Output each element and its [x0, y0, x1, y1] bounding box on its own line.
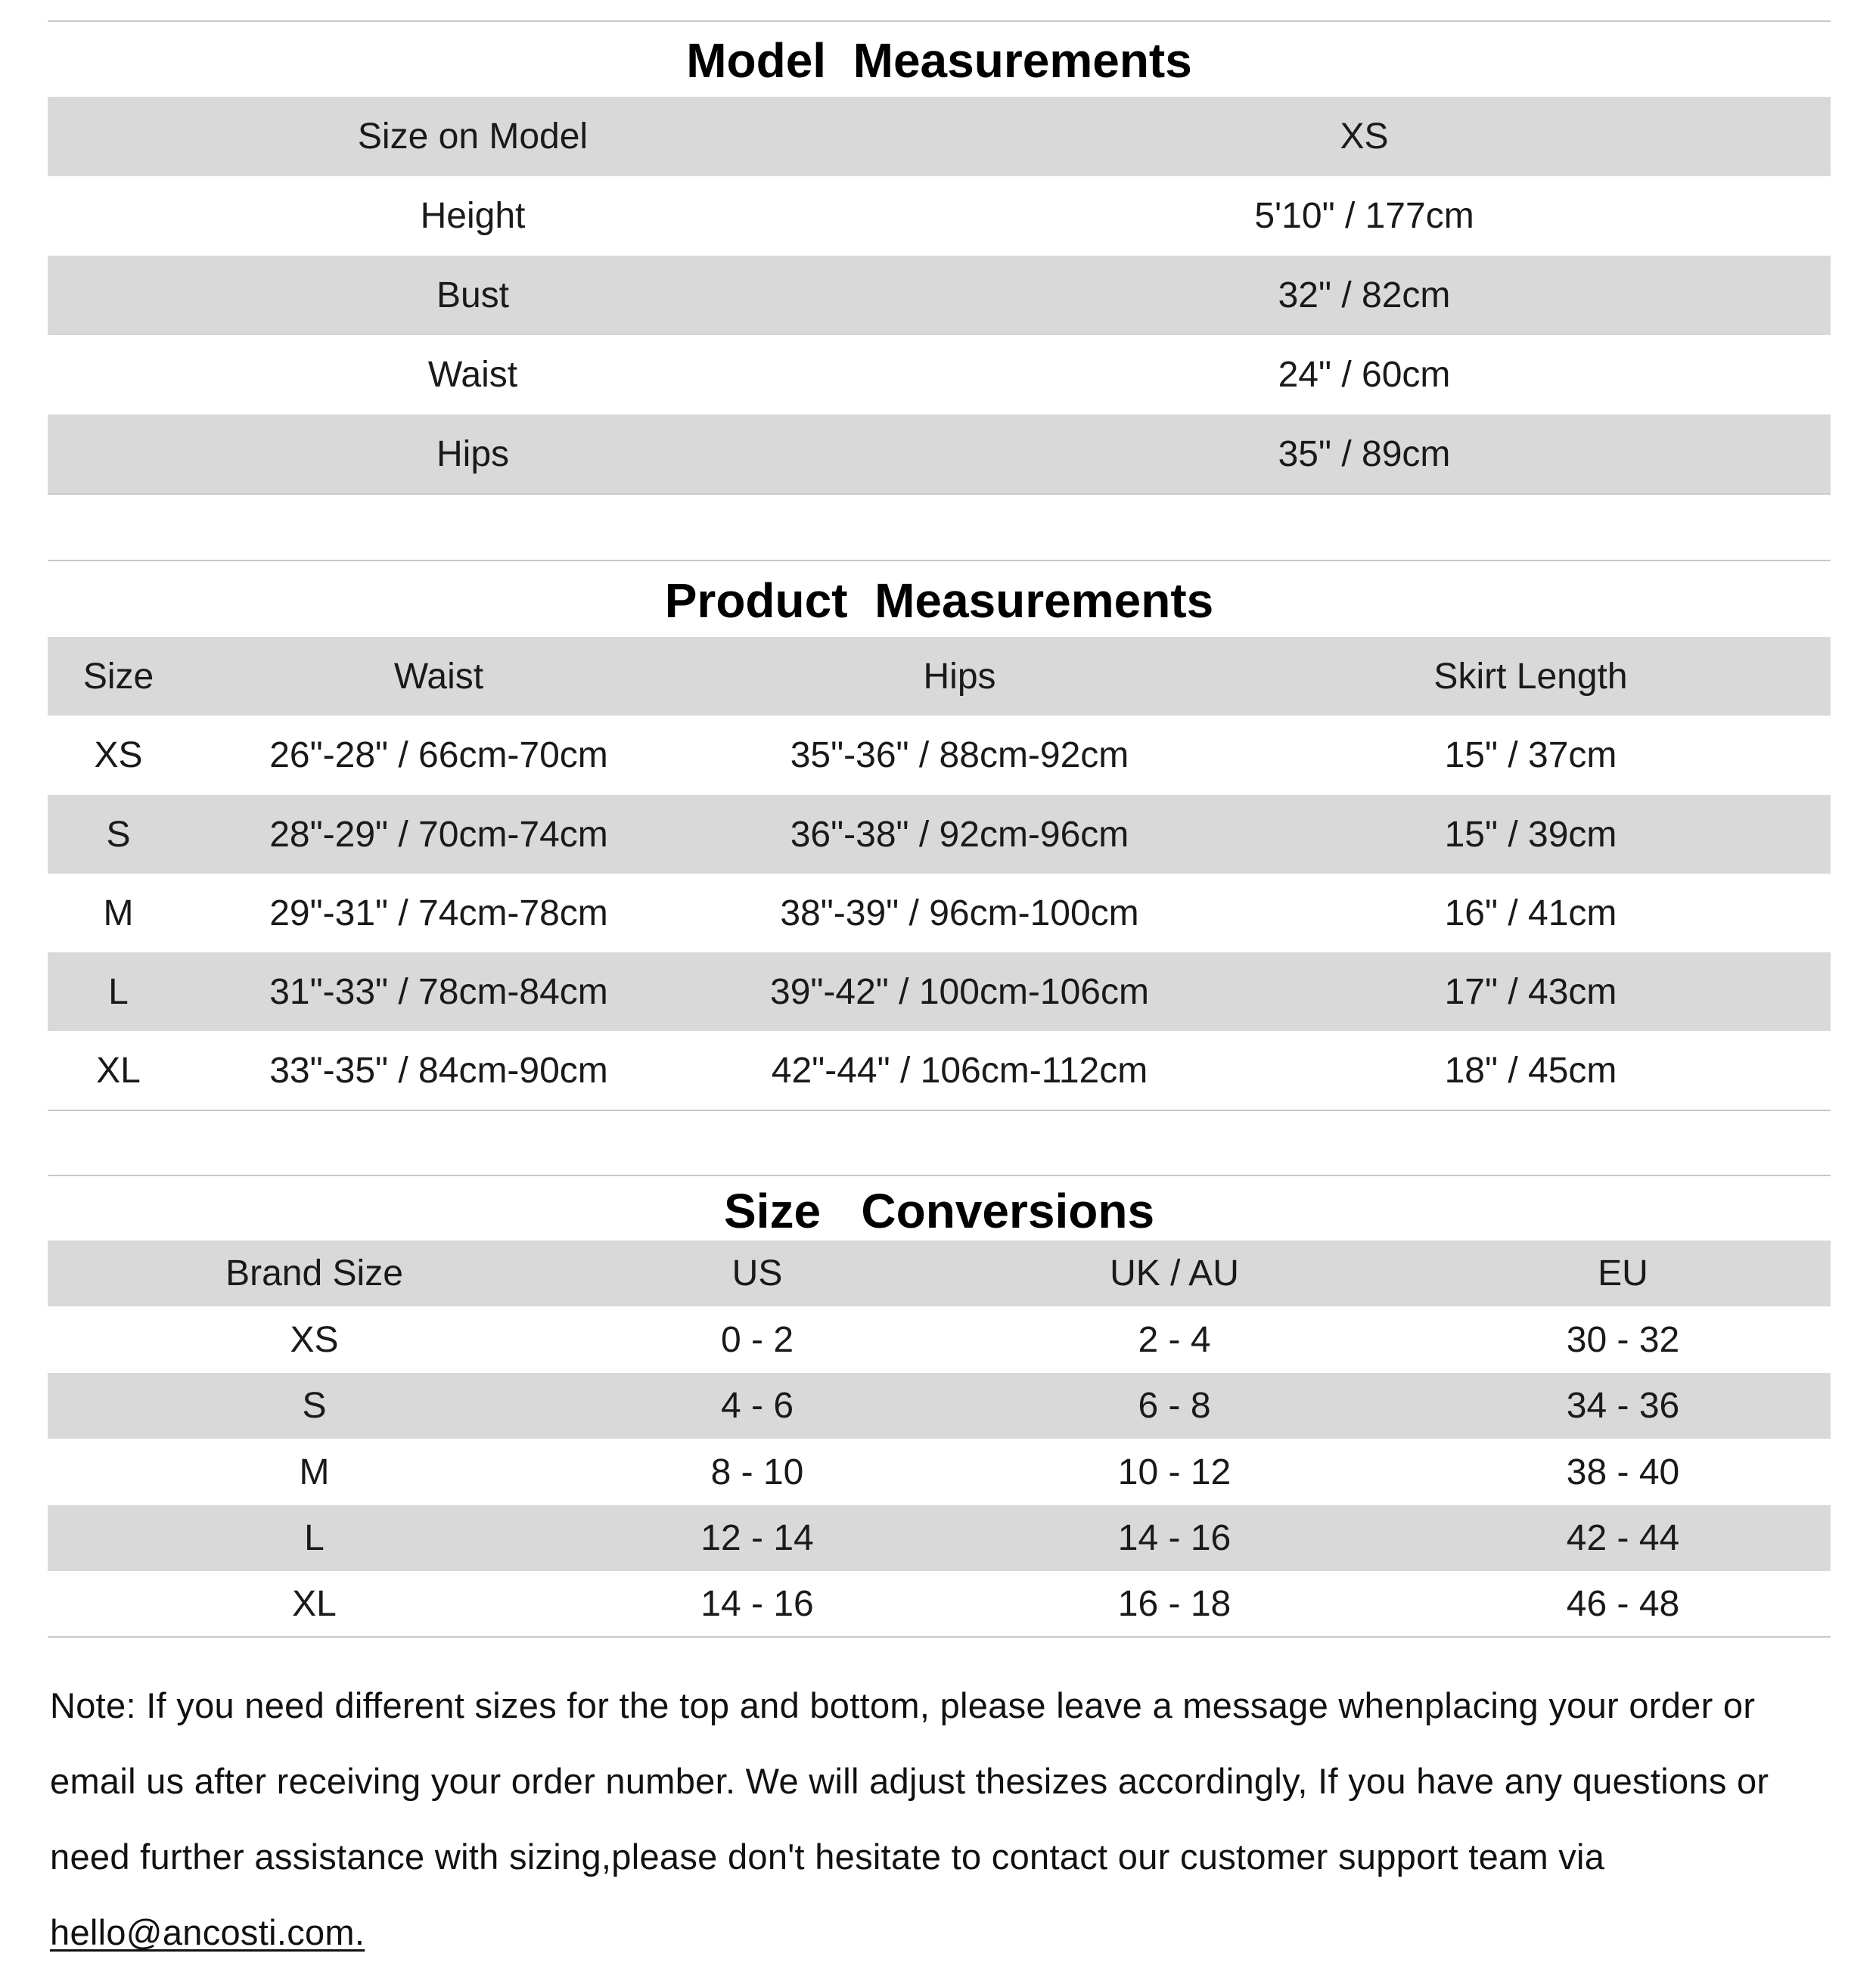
brand-size-cell: L [304, 1518, 325, 1558]
table-row [48, 1505, 1831, 1571]
header-cell: Size [82, 656, 154, 697]
hips-cell: 39"-42" / 100cm-106cm [770, 971, 1149, 1012]
table-header-row [48, 1241, 1831, 1306]
header-cell: Brand Size [225, 1253, 403, 1293]
eu-cell: 46 - 48 [1566, 1583, 1680, 1624]
size-cell: XL [96, 1050, 141, 1091]
brand-size-cell: XL [292, 1583, 337, 1624]
header-cell: UK / AU [1110, 1253, 1239, 1293]
model-measurements-section [48, 20, 1831, 495]
model-measurements-title: Model Measurements [48, 20, 1831, 97]
size-conversions-table [48, 1241, 1831, 1638]
header-cell: XS [1340, 116, 1389, 157]
row-value: 35" / 89cm [1278, 433, 1451, 474]
header-cell: Skirt Length [1433, 656, 1628, 697]
table-row [48, 1373, 1831, 1439]
table-row [48, 415, 1831, 494]
table-row [48, 716, 1831, 795]
uk-au-cell: 6 - 8 [1138, 1386, 1211, 1426]
row-label: Bust [436, 275, 510, 315]
table-row [48, 1031, 1831, 1110]
hips-cell: 35"-36" / 88cm-92cm [790, 735, 1129, 775]
size-cell: XS [94, 735, 143, 775]
row-label: Height [420, 196, 526, 236]
eu-cell: 34 - 36 [1566, 1386, 1680, 1426]
brand-size-cell: M [299, 1452, 330, 1492]
uk-au-cell: 14 - 16 [1117, 1518, 1232, 1558]
product-measurements-table [48, 637, 1831, 1111]
hips-cell: 38"-39" / 96cm-100cm [780, 893, 1139, 933]
size-cell: S [106, 814, 131, 855]
waist-cell: 31"-33" / 78cm-84cm [269, 971, 608, 1012]
table-row [48, 256, 1831, 335]
header-cell: EU [1598, 1253, 1648, 1293]
skirt-length-cell: 15" / 39cm [1444, 814, 1617, 855]
eu-cell: 42 - 44 [1566, 1518, 1680, 1558]
header-cell: Hips [923, 656, 996, 697]
skirt-length-cell: 17" / 43cm [1444, 971, 1617, 1012]
uk-au-cell: 16 - 18 [1117, 1583, 1232, 1624]
table-row [48, 795, 1831, 874]
skirt-length-cell: 15" / 37cm [1444, 735, 1617, 775]
table-row [48, 952, 1831, 1031]
header-cell: Waist [393, 656, 484, 697]
us-cell: 8 - 10 [710, 1452, 804, 1492]
header-cell: Size on Model [357, 116, 589, 157]
skirt-length-cell: 16" / 41cm [1444, 893, 1617, 933]
table-row [48, 1306, 1831, 1373]
uk-au-cell: 10 - 12 [1117, 1452, 1232, 1492]
waist-cell: 29"-31" / 74cm-78cm [269, 893, 608, 933]
hips-cell: 42"-44" / 106cm-112cm [771, 1050, 1148, 1091]
brand-size-cell: S [302, 1386, 327, 1426]
row-value: 24" / 60cm [1278, 355, 1451, 395]
waist-cell: 26"-28" / 66cm-70cm [269, 735, 608, 775]
model-measurements-table [48, 97, 1831, 495]
support-email-link[interactable]: hello@ancosti.com. [50, 1912, 365, 1952]
sizing-note [50, 1668, 1835, 1970]
note-text: Note: If you need different sizes for the top and bottom, please leave a message whenplacing your order or email us after receiving your order number. We will adjust thesizes accordingly, If you have any questions or need further assistance with sizing,please don't hesitate to contact our customer support team via [50, 1685, 1769, 1877]
us-cell: 12 - 14 [700, 1518, 814, 1558]
product-measurements-section [48, 560, 1831, 1111]
us-cell: 4 - 6 [720, 1386, 794, 1426]
size-conversions-section [48, 1175, 1831, 1638]
hips-cell: 36"-38" / 92cm-96cm [790, 814, 1129, 855]
row-value: 5'10" / 177cm [1254, 196, 1474, 236]
eu-cell: 30 - 32 [1566, 1319, 1680, 1360]
row-label: Waist [427, 355, 518, 395]
table-row [48, 874, 1831, 952]
us-cell: 0 - 2 [720, 1319, 794, 1360]
uk-au-cell: 2 - 4 [1138, 1319, 1211, 1360]
table-row [48, 335, 1831, 415]
table-header-row [48, 637, 1831, 716]
table-row [48, 1439, 1831, 1505]
size-cell: L [108, 971, 129, 1012]
waist-cell: 33"-35" / 84cm-90cm [269, 1050, 608, 1091]
row-value: 32" / 82cm [1278, 275, 1451, 315]
size-cell: M [103, 893, 134, 933]
waist-cell: 28"-29" / 70cm-74cm [269, 814, 608, 855]
product-measurements-title: Product Measurements [48, 560, 1831, 637]
us-cell: 14 - 16 [700, 1583, 814, 1624]
header-cell: US [731, 1253, 783, 1293]
table-row [48, 176, 1831, 256]
skirt-length-cell: 18" / 45cm [1444, 1050, 1617, 1091]
size-conversions-title: Size Conversions [48, 1175, 1831, 1241]
table-header-row [48, 97, 1831, 176]
brand-size-cell: XS [290, 1319, 339, 1360]
eu-cell: 38 - 40 [1566, 1452, 1680, 1492]
row-label: Hips [436, 433, 510, 474]
table-row [48, 1571, 1831, 1637]
